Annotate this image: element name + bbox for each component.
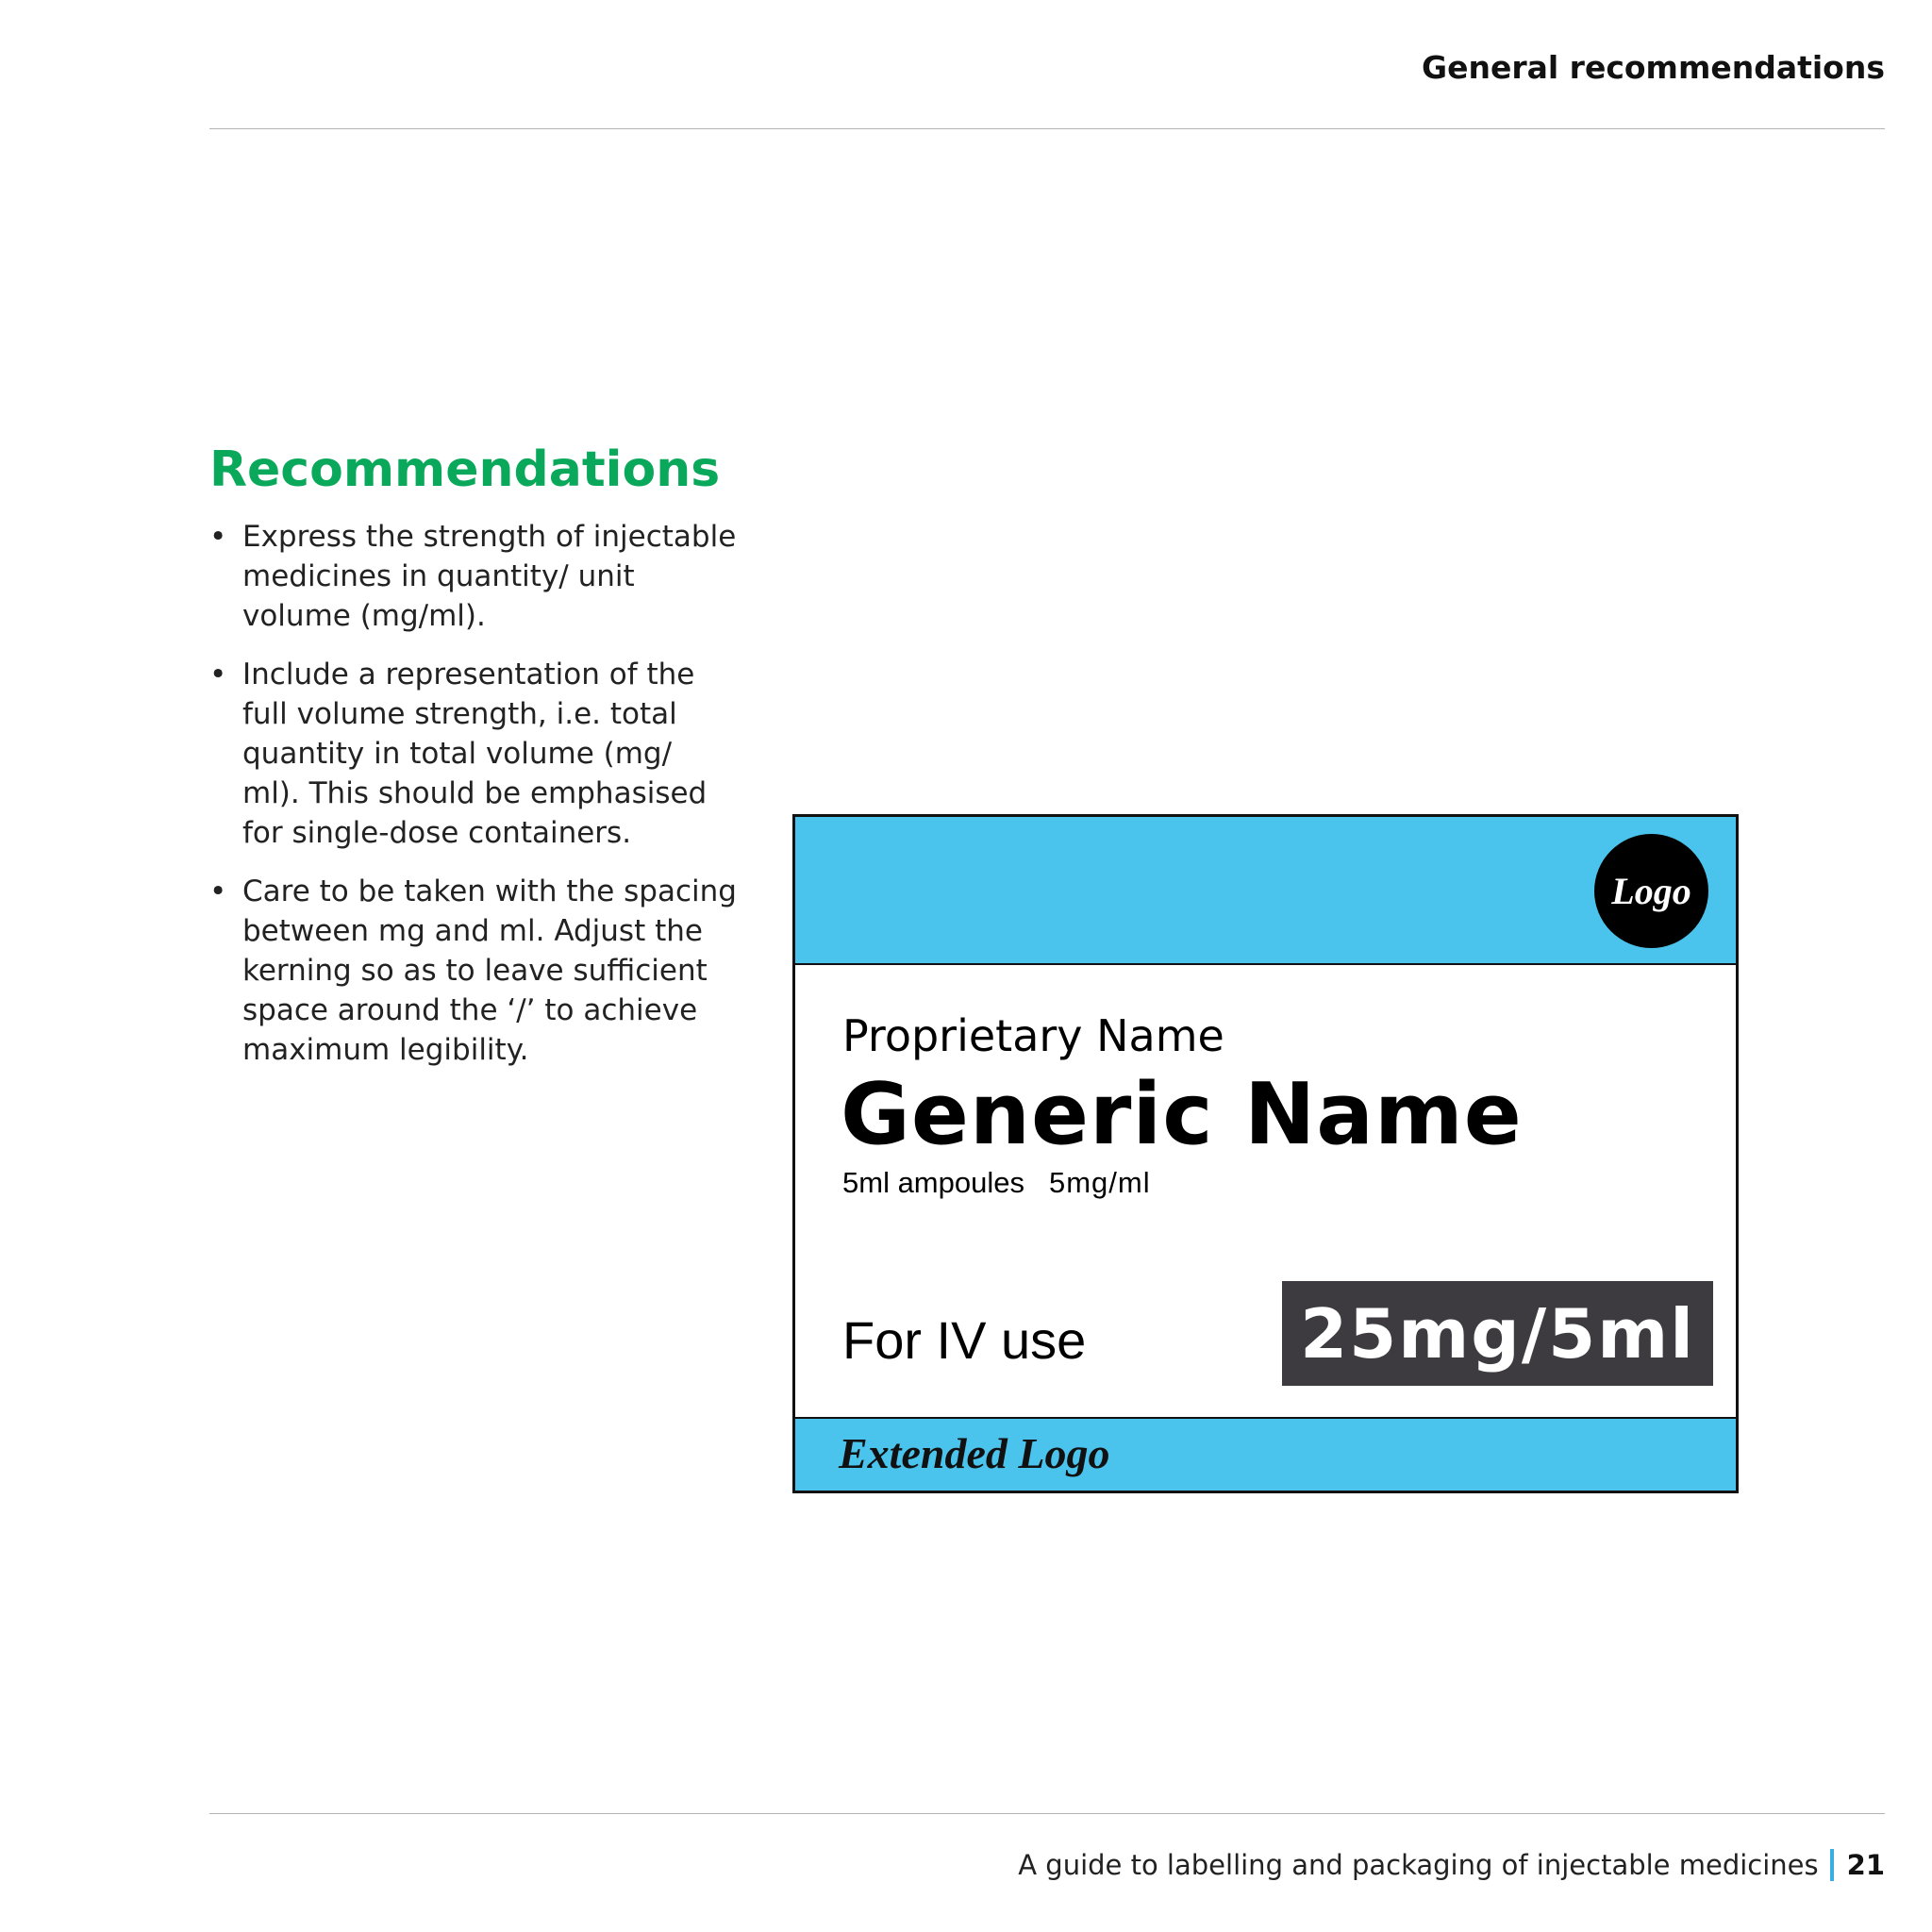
recommendation-text: Care to be taken with the spacing between mg and ml. Adjust the kerning so as to leave sufficient space around the ‘/’ to achieve maximum legibility. bbox=[242, 874, 737, 1067]
pack-info bbox=[842, 1166, 1151, 1200]
bullet-icon: • bbox=[209, 520, 227, 554]
recommendation-text: Express the strength of injectable medicines in quantity/ unit volume (mg/ml). bbox=[242, 520, 737, 633]
list-item bbox=[209, 517, 738, 636]
total-strength: 25mg/5ml bbox=[1300, 1293, 1695, 1374]
bullet-icon: • bbox=[209, 658, 227, 691]
recommendation-text: Include a representation of the full volume strength, i.e. total quantity in total volume (mg/ ml). This should be emphasised for single-dose containers. bbox=[242, 658, 708, 850]
footer bbox=[1018, 1849, 1885, 1881]
bullet-icon: • bbox=[209, 874, 227, 908]
header-divider bbox=[209, 128, 1885, 129]
generic-name: Generic Name bbox=[841, 1065, 1523, 1164]
extended-logo: Extended Logo bbox=[839, 1429, 1110, 1477]
label-bottom-band bbox=[795, 1417, 1736, 1491]
recommendations-heading: Recommendations bbox=[209, 441, 721, 498]
recommendations-list bbox=[209, 517, 738, 1089]
proprietary-name: Proprietary Name bbox=[842, 1010, 1224, 1061]
running-header: General recommendations bbox=[1421, 49, 1885, 86]
logo-circle-icon bbox=[1594, 834, 1708, 948]
list-item bbox=[209, 872, 738, 1070]
label-top-band bbox=[795, 817, 1736, 965]
footer-separator bbox=[1830, 1849, 1834, 1881]
route-of-administration: For IV use bbox=[842, 1310, 1087, 1370]
guide-title: A guide to labelling and packaging of injectable medicines bbox=[1018, 1849, 1819, 1881]
footer-divider bbox=[209, 1813, 1885, 1814]
list-item bbox=[209, 655, 738, 853]
page-number: 21 bbox=[1846, 1849, 1885, 1881]
pack-size: 5ml ampoules bbox=[842, 1166, 1024, 1199]
logo-text: Logo bbox=[1611, 870, 1691, 912]
example-label bbox=[792, 814, 1739, 1493]
total-strength-box bbox=[1282, 1281, 1713, 1386]
concentration: 5mg/ml bbox=[1048, 1166, 1151, 1199]
